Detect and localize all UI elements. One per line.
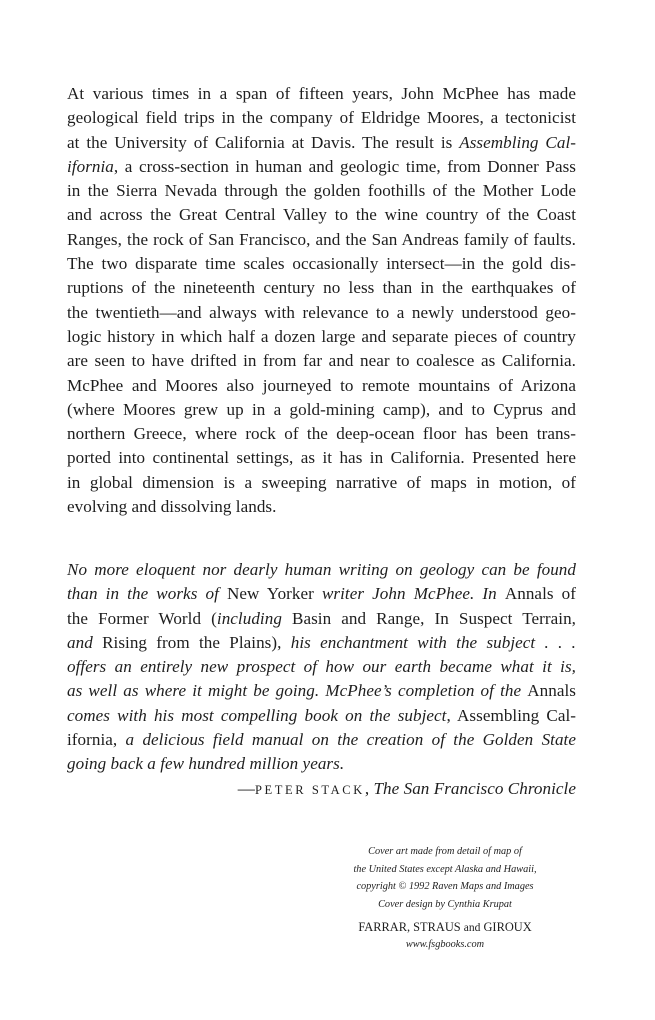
reviewer-name: PETER STACK <box>254 782 365 797</box>
text-line <box>67 607 576 631</box>
cover-design-credit: Cover design by Cynthia Krupat <box>378 898 512 910</box>
text-line <box>67 349 576 373</box>
text-run: The two disparate time scales occasionally intersect—in the gold dis- <box>67 254 576 274</box>
review-quote <box>67 558 576 801</box>
publisher-name-part: GIROUX <box>480 920 532 934</box>
text-line <box>67 679 576 703</box>
attribution-separator: , <box>364 778 374 798</box>
text-run: geological field trips in the company of Eldridge Moores, a tectonicist <box>67 108 576 128</box>
book-description <box>67 82 576 519</box>
text-run: evolving and dissolving lands. <box>67 497 277 517</box>
text-line <box>67 558 576 582</box>
text-line <box>67 374 576 398</box>
text-run: at the University of California at Davis. The result is <box>67 132 460 152</box>
italic-text-run: including <box>216 608 282 628</box>
text-run: (where Moores grew up in a gold-mining camp), and to Cyprus and <box>67 399 576 419</box>
text-line <box>67 325 576 349</box>
text-line <box>67 655 576 679</box>
cover-credit-line: the United States except Alaska and Hawaii, <box>353 863 537 875</box>
text-run: , a cross-section in human and geologic time, from Donner Pass <box>113 156 576 176</box>
italic-text-run: offers an entirely new prospect of how our earth became what it is, <box>67 657 576 677</box>
text-line <box>67 276 576 300</box>
text-run: the Former World ( <box>67 608 217 628</box>
text-line <box>67 728 576 752</box>
italic-text-run: writer John McPhee. In <box>321 584 505 604</box>
italic-text-run: comes with his most compelling book on the subject <box>67 705 447 725</box>
text-run: ruptions of the nineteenth century no less than in the earthquakes of <box>67 278 576 298</box>
text-line <box>67 446 576 470</box>
text-line <box>67 752 576 776</box>
italic-text-run: his enchantment with the subject . . . <box>290 632 577 652</box>
cover-credit-line: Cover art made from detail of map of <box>368 846 522 857</box>
review-attribution <box>67 777 576 801</box>
publisher-website: www.fsgbooks.com <box>405 939 485 950</box>
text-run: ifornia, <box>67 730 126 750</box>
text-run: the twentieth—and always with relevance to a newly understood geo- <box>67 302 576 322</box>
text-line <box>67 704 576 728</box>
text-run: logic history in which half a dozen large and separate pieces of country <box>67 326 576 346</box>
text-line <box>67 398 576 422</box>
text-line <box>67 582 576 606</box>
text-line <box>67 106 576 130</box>
text-run: are seen to have drifted in from far and near to coalesce as California. <box>67 351 576 371</box>
text-run: New Yorker <box>227 584 322 604</box>
italic-text-run: ifornia <box>67 156 114 176</box>
italic-text-run: as well as where it might be going. McPhee’s completion of the <box>67 681 528 701</box>
text-run: At various times in a span of fifteen years, John McPhee has made <box>67 84 576 103</box>
publisher-name-part: FARRAR, STRAUS <box>358 920 464 934</box>
text-run: ported into continental settings, as it has in California. Presented here <box>67 448 576 468</box>
italic-text-run: Assembling Cal- <box>459 132 576 152</box>
cover-credits <box>320 843 570 913</box>
italic-text-run: No more eloquent nor dearly human writing on geology can be found <box>67 560 576 579</box>
text-line <box>67 495 576 519</box>
text-run: in the Sierra Nevada through the golden foothills of the Mother Lode <box>67 181 576 201</box>
italic-text-run: a delicious field manual on the creation of the Golden State <box>125 730 576 750</box>
text-run: northern Greece, where rock of the deep-ocean floor has been trans- <box>67 424 576 444</box>
text-run: and across the Great Central Valley to the wine country of the Coast <box>67 205 576 225</box>
text-line <box>67 228 576 252</box>
text-run: Basin and Range, In Suspect Terrain, <box>281 608 576 628</box>
cover-credit-line: copyright © 1992 Raven Maps and Images <box>356 881 534 892</box>
text-run: McPhee and Moores also journeyed to remote mountains of Arizona <box>67 375 576 395</box>
publisher-name <box>320 919 570 936</box>
text-line <box>67 471 576 495</box>
text-line <box>67 631 576 655</box>
text-line <box>67 422 576 446</box>
text-line <box>67 155 576 179</box>
text-line <box>67 131 576 155</box>
publication-name: The San Francisco Chronicle <box>373 778 576 798</box>
text-run: Annals of <box>504 584 577 604</box>
text-run: Rising from the Plains), <box>92 632 291 652</box>
text-line <box>67 252 576 276</box>
attribution-dash: — <box>237 778 255 798</box>
italic-text-run: going back a few hundred million years. <box>67 754 345 774</box>
text-line <box>67 179 576 203</box>
text-run: Ranges, the rock of San Francisco, and the San Andreas family of faults. <box>67 229 576 249</box>
italic-text-run: and <box>67 632 93 652</box>
italic-text-run: than in the works of <box>67 584 227 604</box>
text-line <box>67 203 576 227</box>
text-line <box>67 301 576 325</box>
review-quote-text <box>67 558 576 777</box>
publisher-name-part: and <box>463 922 481 934</box>
text-run: , Assembling Cal- <box>446 705 577 725</box>
text-line <box>67 82 576 106</box>
text-run: in global dimension is a sweeping narrative of maps in motion, of <box>67 472 576 492</box>
text-run: Annals <box>527 681 576 701</box>
